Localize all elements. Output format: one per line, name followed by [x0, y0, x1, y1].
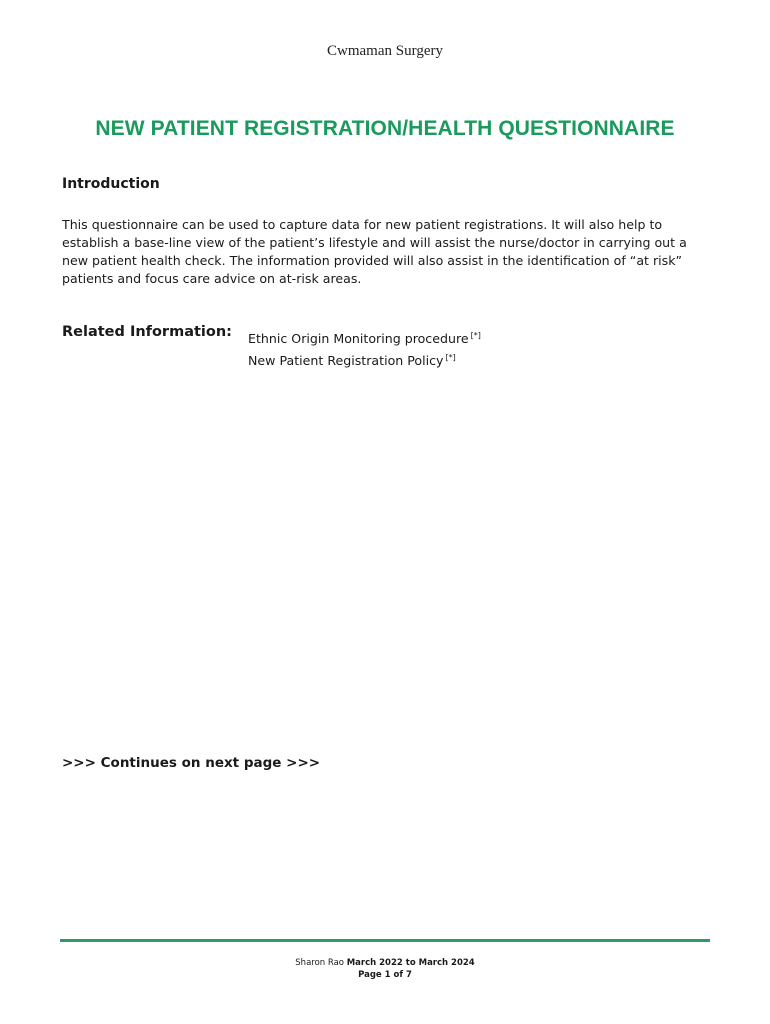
footer-divider: [60, 939, 710, 942]
footer-author: Sharon Rao: [295, 958, 344, 968]
introduction-line: This questionnaire can be used to capture data for new patient registrations. It will also help to: [62, 217, 663, 232]
continues-note: >>> Continues on next page >>>: [62, 755, 321, 771]
footer-author-line: [0, 957, 770, 969]
related-item-text[interactable]: New Patient Registration Policy: [248, 353, 444, 368]
document-title: NEW PATIENT REGISTRATION/HEALTH QUESTIONNAIRE: [95, 117, 675, 140]
footer-date-range: March 2022 to March 2024: [346, 958, 475, 968]
introduction-paragraph: [62, 216, 712, 288]
related-information-label: Related Information:: [62, 324, 232, 340]
practice-name-header: Cwmaman Surgery: [327, 43, 443, 59]
related-information-list: [248, 326, 481, 370]
page-footer: [0, 957, 770, 981]
reference-marker[interactable]: [*]: [445, 353, 456, 362]
related-item-ethnic-origin[interactable]: [248, 326, 481, 348]
introduction-line: establish a base-line view of the patient’s lifestyle and will assist the nurse/doctor in carrying out a: [62, 235, 687, 250]
reference-marker[interactable]: [*]: [470, 331, 481, 340]
related-item-text[interactable]: Ethnic Origin Monitoring procedure: [248, 331, 469, 346]
introduction-line: patients and focus care advice on at-risk areas.: [62, 271, 362, 286]
introduction-heading: Introduction: [62, 176, 160, 192]
introduction-line: new patient health check. The information provided will also assist in the identification of “at risk”: [62, 253, 683, 268]
footer-page-number: Page 1 of 7: [358, 970, 412, 980]
related-item-registration-policy[interactable]: [248, 348, 481, 370]
